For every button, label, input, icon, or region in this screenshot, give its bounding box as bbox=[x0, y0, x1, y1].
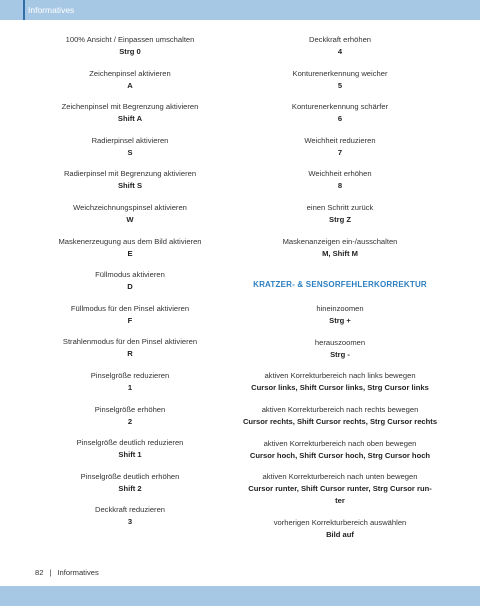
page-footer bbox=[35, 568, 99, 577]
shortcut-entry bbox=[20, 236, 240, 270]
shortcut-entry bbox=[20, 101, 240, 135]
shortcut-description: aktiven Korrekturbereich nach rechts bewegen bbox=[261, 404, 419, 414]
shortcut-key: 6 bbox=[337, 114, 343, 124]
shortcut-key: E bbox=[127, 248, 133, 258]
shortcut-key: Cursor runter, Shift Cursor runter, Strg Cursor run- bbox=[248, 484, 432, 494]
shortcut-description: Deckkraft erhöhen bbox=[308, 35, 372, 44]
shortcut-description: Weichzeichnungspinsel aktivieren bbox=[73, 202, 187, 212]
shortcut-key: 5 bbox=[337, 80, 343, 90]
footer-bar bbox=[0, 586, 480, 606]
shortcut-entry bbox=[20, 336, 240, 370]
shortcut-key: Strg 0 bbox=[119, 47, 141, 56]
shortcut-description: Füllmodus für den Pinsel aktivieren bbox=[70, 303, 190, 313]
shortcut-key: Shift 1 bbox=[118, 450, 142, 460]
shortcut-description: aktiven Korrekturbereich nach unten bewegen bbox=[262, 472, 418, 482]
shortcut-key: Cursor links, Shift Cursor links, Strg Cursor links bbox=[251, 383, 429, 393]
shortcut-entry bbox=[230, 337, 450, 371]
shortcut-description: vorherigen Korrekturbereich auswählen bbox=[273, 518, 407, 528]
page-number: 82 bbox=[35, 568, 44, 577]
shortcut-key: A bbox=[127, 80, 133, 90]
header-title: Informatives bbox=[28, 0, 74, 20]
shortcut-entry bbox=[20, 303, 240, 337]
shortcut-description: Maskenanzeigen ein-/ausschalten bbox=[282, 236, 398, 246]
shortcut-entry bbox=[230, 303, 450, 337]
shortcut-key: 1 bbox=[127, 382, 133, 392]
shortcut-entry bbox=[20, 370, 240, 404]
shortcut-entry bbox=[20, 437, 240, 471]
footer-section: Informatives bbox=[57, 568, 99, 577]
shortcut-description: herauszoomen bbox=[314, 337, 366, 347]
shortcut-description: Radierpinsel aktivieren bbox=[91, 135, 169, 145]
shortcut-key: W bbox=[126, 214, 134, 224]
shortcut-entry bbox=[20, 202, 240, 236]
shortcut-key: 4 bbox=[337, 47, 343, 56]
shortcut-entry bbox=[230, 438, 450, 472]
shortcut-key: Shift 2 bbox=[118, 483, 142, 493]
shortcut-entry bbox=[230, 471, 450, 517]
shortcut-entry bbox=[230, 202, 450, 236]
shortcut-description: Weichheit erhöhen bbox=[308, 169, 372, 179]
shortcut-entry bbox=[230, 34, 450, 68]
header-bar bbox=[0, 0, 480, 20]
shortcut-key: D bbox=[127, 282, 133, 292]
shortcut-entry bbox=[230, 168, 450, 202]
shortcut-entry bbox=[230, 517, 450, 551]
shortcut-description: Konturenerkennung weicher bbox=[292, 68, 388, 78]
shortcut-key: Bild auf bbox=[326, 530, 354, 540]
shortcut-key: M, Shift M bbox=[322, 248, 358, 258]
shortcut-description: 100% Ansicht / Einpassen umschalten bbox=[65, 35, 195, 44]
shortcut-description: Pinselgröße deutlich erhöhen bbox=[80, 471, 180, 481]
shortcut-entry bbox=[20, 504, 240, 538]
shortcut-key: R bbox=[127, 349, 133, 359]
shortcut-entry bbox=[230, 135, 450, 169]
shortcut-key: S bbox=[127, 147, 133, 157]
shortcut-description: Konturenerkennung schärfer bbox=[291, 102, 389, 112]
shortcut-entry bbox=[230, 236, 450, 270]
shortcut-description: Pinselgröße erhöhen bbox=[94, 404, 166, 414]
shortcut-entry bbox=[20, 135, 240, 169]
shortcut-key-continued: ter bbox=[335, 496, 345, 506]
shortcut-description: Weichheit reduzieren bbox=[304, 135, 376, 145]
shortcut-key: Strg - bbox=[330, 349, 350, 359]
shortcut-key: Shift S bbox=[117, 181, 143, 191]
shortcut-description: Radierpinsel mit Begrenzung aktivieren bbox=[63, 169, 197, 179]
shortcut-description: Strahlenmodus für den Pinsel aktivieren bbox=[62, 337, 198, 347]
shortcut-description: Füllmodus aktivieren bbox=[95, 270, 165, 280]
left-shortcut-column bbox=[20, 34, 240, 538]
shortcut-key: Shift A bbox=[117, 114, 143, 124]
shortcut-entry bbox=[20, 404, 240, 438]
shortcut-entry bbox=[230, 101, 450, 135]
shortcut-entry bbox=[20, 471, 240, 505]
footer-separator: | bbox=[49, 568, 52, 577]
shortcut-entry bbox=[230, 404, 450, 438]
shortcut-description: Pinselgröße deutlich reduzieren bbox=[76, 438, 184, 448]
shortcut-description: aktiven Korrekturbereich nach links bewegen bbox=[264, 371, 416, 381]
shortcut-description: Zeichenpinsel mit Begrenzung aktivieren bbox=[61, 102, 199, 112]
shortcut-entry bbox=[20, 34, 240, 68]
shortcut-entry bbox=[20, 168, 240, 202]
shortcut-key: F bbox=[127, 315, 133, 325]
section-heading: KRATZER- & SENSORFEHLERKORREKTUR bbox=[253, 280, 427, 290]
shortcut-description: Maskenerzeugung aus dem Bild aktivieren bbox=[58, 236, 202, 246]
shortcut-key: 2 bbox=[127, 416, 133, 426]
shortcut-entry bbox=[20, 269, 240, 303]
shortcut-description: aktiven Korrekturbereich nach oben bewegen bbox=[263, 438, 417, 448]
shortcut-key: 7 bbox=[337, 147, 343, 157]
shortcut-key: 8 bbox=[337, 181, 343, 191]
shortcut-description: einen Schritt zurück bbox=[306, 202, 374, 212]
shortcut-key: Cursor hoch, Shift Cursor hoch, Strg Cursor hoch bbox=[249, 450, 431, 460]
shortcut-entry bbox=[230, 370, 450, 404]
shortcut-key: Cursor rechts, Shift Cursor rechts, Strg Cursor rechts bbox=[242, 416, 438, 426]
shortcut-entry bbox=[20, 68, 240, 102]
shortcut-description: Pinselgröße reduzieren bbox=[90, 370, 170, 380]
shortcut-key: Strg Z bbox=[329, 214, 351, 224]
shortcut-entry bbox=[230, 68, 450, 102]
right-shortcut-column bbox=[230, 34, 450, 551]
shortcut-description: hineinzoomen bbox=[316, 304, 364, 314]
shortcut-key: 3 bbox=[127, 517, 133, 527]
shortcut-description: Zeichenpinsel aktivieren bbox=[89, 68, 171, 78]
shortcut-description: Deckkraft reduzieren bbox=[94, 505, 166, 515]
shortcut-key: Strg + bbox=[329, 316, 351, 326]
